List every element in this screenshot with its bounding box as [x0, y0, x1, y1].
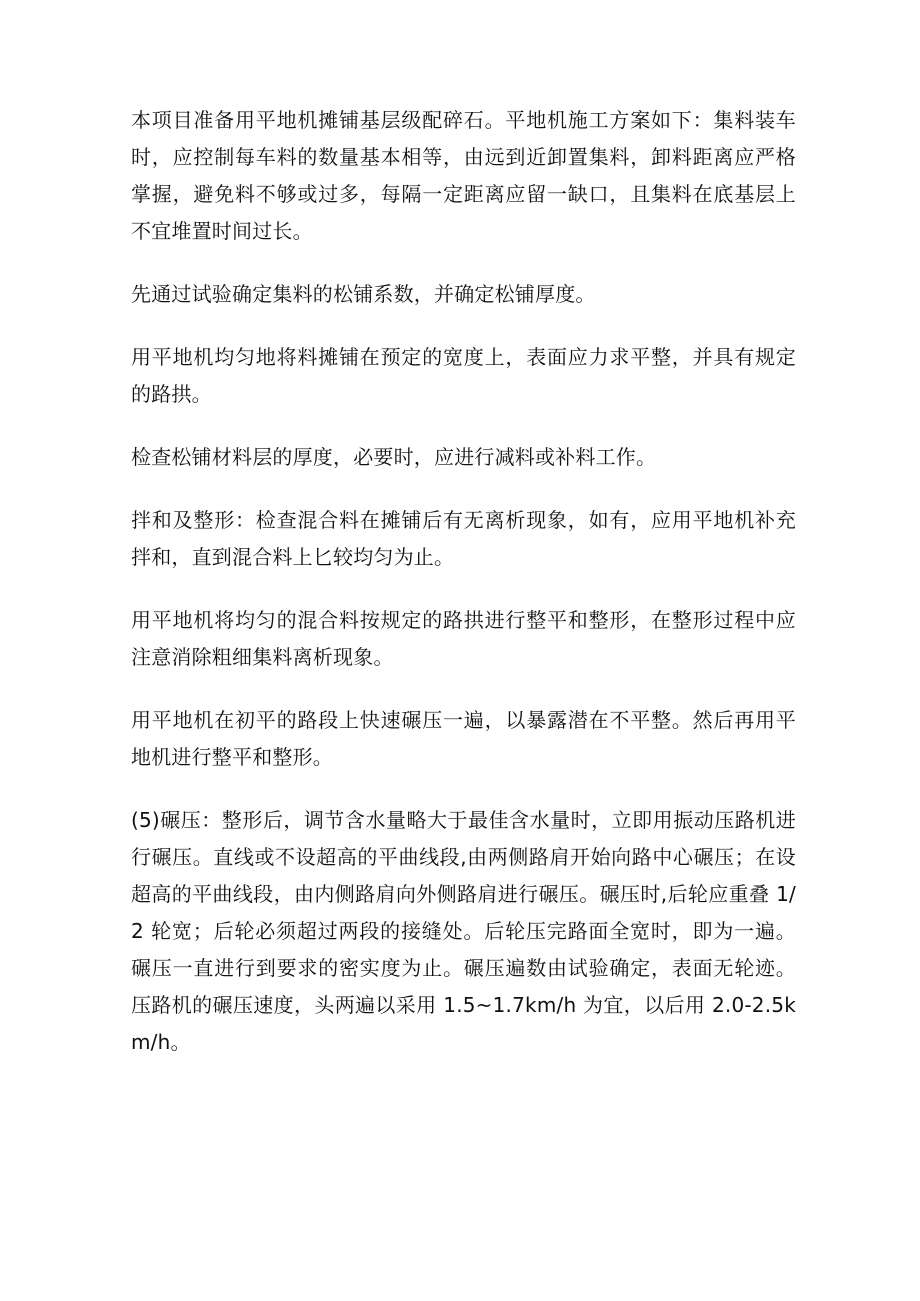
paragraph-spreading: 用平地机均匀地将料摊铺在预定的宽度上，表面应力求平整，并具有规定的路拱。 [131, 345, 796, 406]
document-body [131, 102, 796, 1087]
paragraph-loose-coefficient: 先通过试验确定集料的松铺系数，并确定松铺厚度。 [131, 282, 596, 306]
paragraph-mixing-shaping: 拌和及整形：检查混合料在摊铺后有无离析现象，如有，应用平地机补充拌和，直到混合料上匕较均匀为止。 [131, 508, 796, 569]
paragraph-material-loading: 本项目准备用平地机摊铺基层级配碎石。平地机施工方案如下：集料装车时，应控制每车料的数量基本相等，由远到近卸置集料，卸料距离应严格掌握，避免料不够或过多，每隔一定距离应留一缺口，且集料在底基层上不宜堆置时间过长。 [131, 108, 796, 243]
paragraph-leveling: 用平地机将均匀的混合料按规定的路拱进行整平和整形，在整形过程中应注意消除粗细集料离析现象。 [131, 608, 796, 669]
paragraph-quick-rolling: 用平地机在初平的路段上快速碾压一遍，以暴露潜在不平整。然后再用平地机进行整平和整形。 [131, 708, 796, 769]
paragraph-thickness-check: 检查松铺材料层的厚度，必要时，应进行减料或补料工作。 [131, 445, 657, 469]
paragraph-compaction: (5)碾压：整形后，调节含水量略大于最佳含水量时，立即用振动压路机进行碾压。直线或不设超高的平曲线段,由两侧路肩开始向路中心碾压；在设超高的平曲线段，由内侧路肩向外侧路肩进行碾压。碾压时,后轮应重叠 1/2 轮宽；后轮必须超过两段的接缝处。后轮压完路面全宽时，即为一遍。碾压一直进行到要求的密实度为止。碾压遍数由试验确定，表面无轮迹。压路机的碾压速度，头两遍以采用 1.5~1.7km/h 为宜，以后用 2.0-2.5km/h。 [131, 808, 796, 1054]
